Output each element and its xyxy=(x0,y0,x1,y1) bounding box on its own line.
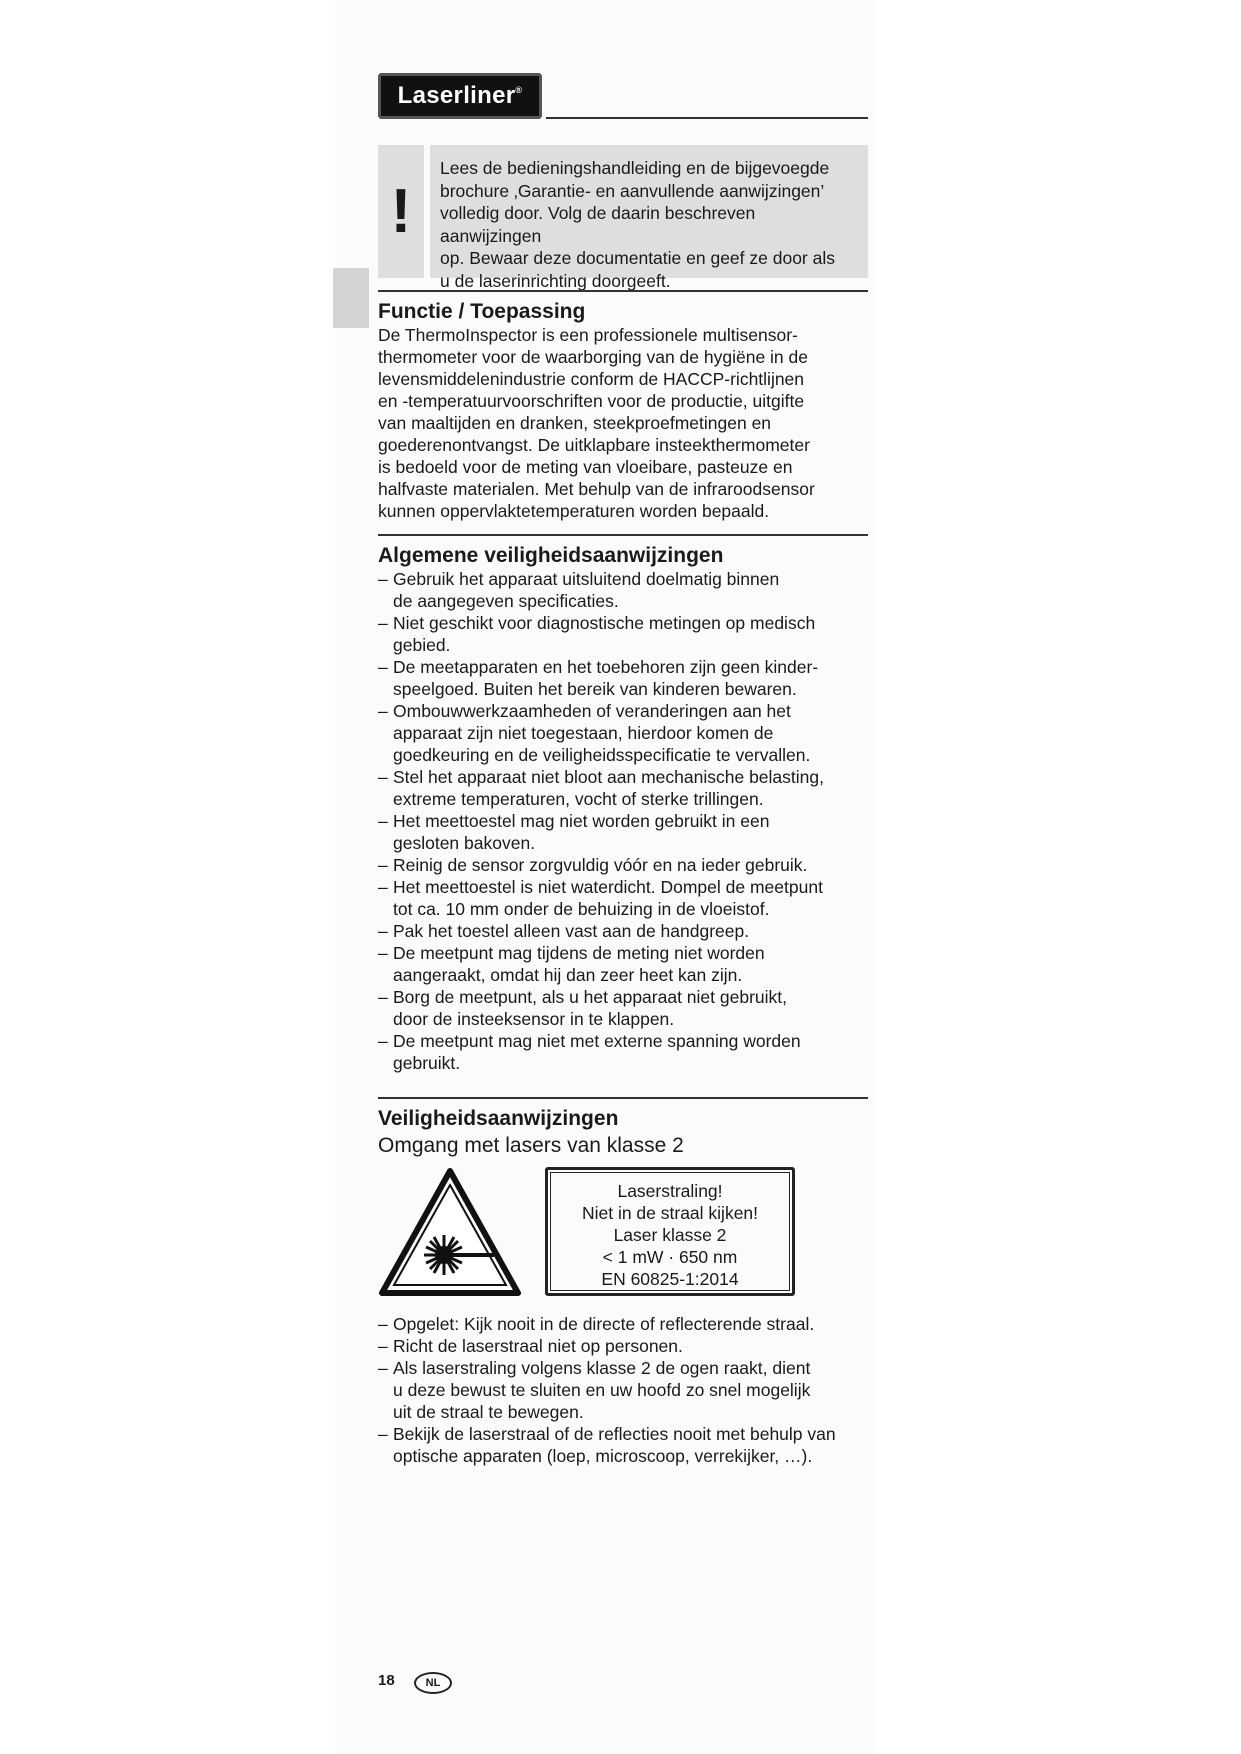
list-line: – De meetpunt mag tijdens de meting niet worden xyxy=(393,943,765,963)
label-line: EN 60825-1:2014 xyxy=(601,1269,739,1289)
list-line: – Richt de laserstraal niet op personen. xyxy=(393,1336,683,1356)
list-item xyxy=(378,1423,868,1467)
general-safety-list xyxy=(378,568,868,1074)
list-line: – Niet geschikt voor diagnostische metingen op medisch xyxy=(393,613,816,633)
list-item xyxy=(378,656,868,700)
paragraph-line: De ThermoInspector is een professionele multisensor- xyxy=(378,325,798,345)
list-line: de aangegeven specificaties. xyxy=(393,591,619,611)
notice-line: brochure ‚Garantie- en aanvullende aanwijzingen’ xyxy=(440,180,825,201)
list-line: apparaat zijn niet toegestaan, hierdoor komen de xyxy=(393,723,774,743)
list-line: – Reinig de sensor zorgvuldig vóór en na ieder gebruik. xyxy=(393,855,808,875)
list-item xyxy=(378,1313,868,1335)
list-item xyxy=(378,568,868,612)
label-line: < 1 mW · 650 nm xyxy=(602,1247,738,1267)
list-line: gebied. xyxy=(393,635,451,655)
list-line: – Als laserstraling volgens klasse 2 de ogen raakt, dient xyxy=(393,1358,811,1378)
list-line: – Het meettoestel is niet waterdicht. Dompel de meetpunt xyxy=(393,877,823,897)
list-line: – Het meettoestel mag niet worden gebruikt in een xyxy=(393,811,770,831)
logo-text: Laserliner xyxy=(397,82,516,109)
list-line: – Stel het apparaat niet bloot aan mechanische belasting, xyxy=(393,767,824,787)
notice-line: volledig door. Volg de daarin beschreven aanwijzingen xyxy=(440,203,756,246)
list-item xyxy=(378,920,868,942)
list-line: uit de straal te bewegen. xyxy=(393,1402,584,1422)
list-item xyxy=(378,766,868,810)
list-line: – De meetpunt mag niet met externe spanning worden xyxy=(393,1031,801,1051)
list-line: optische apparaten (loep, microscoop, verrekijker, …). xyxy=(393,1446,813,1466)
list-item xyxy=(378,810,868,854)
list-line: door de insteeksensor in te klappen. xyxy=(393,1009,675,1029)
list-item xyxy=(378,1335,868,1357)
list-item xyxy=(378,612,868,656)
section-rule xyxy=(378,534,868,536)
list-item xyxy=(378,1030,868,1074)
list-line: gebruikt. xyxy=(393,1053,461,1073)
paragraph-line: halfvaste materialen. Met behulp van de infraroodsensor xyxy=(378,479,815,499)
laser-class-label xyxy=(545,1167,795,1296)
list-line: gesloten bakoven. xyxy=(393,833,536,853)
side-tab-marker xyxy=(333,268,369,328)
label-line: Niet in de straal kijken! xyxy=(581,1203,759,1223)
list-line: speelgoed. Buiten het bereik van kinderen bewaren. xyxy=(393,679,797,699)
paragraph-line: levensmiddelenindustrie conform de HACCP-richtlijnen xyxy=(378,369,805,389)
notice-line: u de laserinrichting doorgeeft. xyxy=(440,270,671,291)
section-rule xyxy=(378,290,868,292)
list-line: tot ca. 10 mm onder de behuizing in de vloeistof. xyxy=(393,899,770,919)
paragraph-line: kunnen oppervlaktetemperaturen worden bepaald. xyxy=(378,501,770,521)
registered-mark: ® xyxy=(515,85,523,95)
language-badge: NL xyxy=(414,1672,452,1694)
list-item xyxy=(378,700,868,766)
section-title-veiligheid: Veiligheidsaanwijzingen xyxy=(378,1107,619,1130)
list-item xyxy=(378,1357,868,1423)
label-line: Laserstraling! xyxy=(617,1181,723,1201)
list-line: – Bekijk de laserstraal of de reflecties nooit met behulp van xyxy=(393,1424,836,1444)
paragraph-line: is bedoeld voor de meting van vloeibare, pasteuze en xyxy=(378,457,793,477)
list-line: extreme temperaturen, vocht of sterke trillingen. xyxy=(393,789,764,809)
warning-exclamation-icon: ! xyxy=(378,145,424,278)
list-item xyxy=(378,854,868,876)
laser-safety-list xyxy=(378,1313,868,1467)
list-line: – Borg de meetpunt, als u het apparaat niet gebruikt, xyxy=(393,987,788,1007)
list-item xyxy=(378,876,868,920)
paragraph-line: van maaltijden en dranken, steekproefmetingen en xyxy=(378,413,772,433)
list-line: – Opgelet: Kijk nooit in de directe of reflecterende straal. xyxy=(393,1314,815,1334)
paragraph-line: goederenontvangst. De uitklapbare insteekthermometer xyxy=(378,435,810,455)
laserliner-logo xyxy=(378,73,542,119)
list-item xyxy=(378,986,868,1030)
list-line: aangeraakt, omdat hij dan zeer heet kan zijn. xyxy=(393,965,743,985)
list-line: – Ombouwwerkzaamheden of veranderingen aan het xyxy=(393,701,791,721)
page-number: 18 xyxy=(378,1672,395,1689)
functie-paragraph xyxy=(378,324,868,522)
section-title-functie: Functie / Toepassing xyxy=(378,300,586,323)
paragraph-line: en -temperatuurvoorschriften voor de productie, uitgifte xyxy=(378,391,805,411)
list-item xyxy=(378,942,868,986)
laser-warning-icon xyxy=(378,1167,522,1297)
notice-line: Lees de bedieningshandleiding en de bijgevoegde xyxy=(440,158,830,178)
header-rule xyxy=(546,117,868,119)
notice-box xyxy=(430,145,868,291)
section-title-algemene: Algemene veiligheidsaanwijzingen xyxy=(378,544,724,567)
paragraph-line: thermometer voor de waarborging van de hygiëne in de xyxy=(378,347,808,367)
list-line: u deze bewust te sluiten en uw hoofd zo snel mogelijk xyxy=(393,1380,811,1400)
section-rule xyxy=(378,1097,868,1099)
list-line: – Pak het toestel alleen vast aan de handgreep. xyxy=(393,921,750,941)
list-line: goedkeuring en de veiligheidsspecificatie te vervallen. xyxy=(393,745,811,765)
section-subtitle: Omgang met lasers van klasse 2 xyxy=(378,1134,684,1157)
notice-line: op. Bewaar deze documentatie en geef ze door als xyxy=(440,248,835,268)
list-line: – Gebruik het apparaat uitsluitend doelmatig binnen xyxy=(393,569,780,589)
label-line: Laser klasse 2 xyxy=(613,1225,727,1245)
list-line: – De meetapparaten en het toebehoren zijn geen kinder- xyxy=(393,657,819,677)
